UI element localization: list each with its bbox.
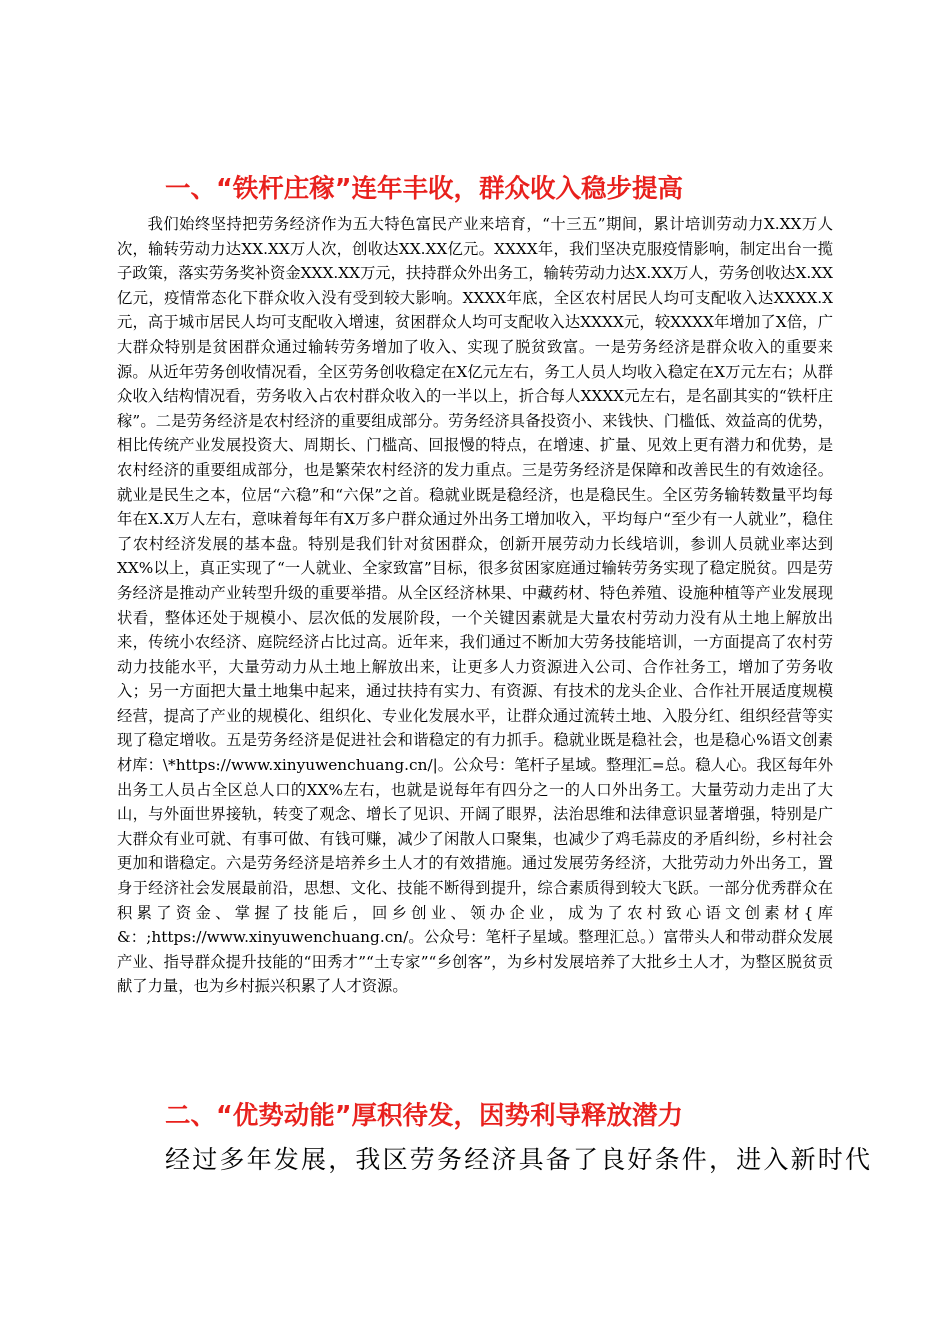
section-2-lead-paragraph: 经过多年发展，我区劳务经济具备了良好条件，进入新时代 (165, 1145, 873, 1174)
section-1-paragraph: 我们始终坚持把劳务经济作为五大特色富民产业来培育，“十三五”期间，累计培训劳动力X.XX万人次，输转劳动力达XX.XX万人次，创收达XX.XX亿元。XXXX年，我们坚决克服疫情影响，制定出台一揽子政策，落实劳务奖补资金XXX.XX万元，扶持群众外出务工，输转劳动力达X.XX万人，劳务创收达X.XX亿元，疫情常态化下群众收入没有受到较大影响。XXXX年底，全区农村居民人均可支配收入达XXXX.X元，高于城市居民人均可支配收入增速，贫困群众人均可支配收入达XXXX元，较XXXX年增加了X倍，广大群众特别是贫困群众通过输转劳务增加了收入、实现了脱贫致富。一是劳务经济是群众收入的重要来源。从近年劳务创收情况看，全区劳务创收稳定在X亿元左右，务工人员人均收入稳定在X万元左右；从群众收入结构情况看，劳务收入占农村群众收入的一半以上，折合每人XXXX元左右，是名副其实的“铁杆庄稼”。二是劳务经济是农村经济的重要组成部分。劳务经济具备投资小、来钱快、门槛低、效益高的优势，相比传统产业发展投资大、周期长、门槛高、回报慢的特点，在增速、扩量、见效上更有潜力和优势，是农村经济的重要组成部分，也是繁荣农村经济的发力重点。三是劳务经济是保障和改善民生的有效途径。就业是民生之本，位居“六稳”和“六保”之首。稳就业既是稳经济，也是稳民生。全区劳务输转数量平均每年在X.X万人左右，意味着每年有X万多户群众通过外出务工增加收入，平均每户“至少有一人就业”，稳住了农村经济发展的基本盘。特别是我们针对贫困群众，创新开展劳动力长线培训，参训人员就业率达到XX%以上，真正实现了“一人就业、全家致富”目标，很多贫困家庭通过输转劳务实现了稳定脱贫。四是劳务经济是推动产业转型升级的重要举措。从全区经济林果、中藏药材、特色养殖、设施种植等产业发展现状看，整体还处于规模小、层次低的发展阶段，一个关键因素就是大量农村劳动力没有从土地上解放出来，传统小农经济、庭院经济占比过高。近年来，我们通过不断加大劳务技能培训，一方面提高了农村劳动力技能水平，大量劳动力从土地上解放出来，让更多人力资源进入公司、合作社务工，增加了劳务收入；另一方面把大量土地集中起来，通过扶持有实力、有资源、有技术的龙头企业、合作社开展适度规模经营，提高了产业的规模化、组织化、专业化发展水平，让群众通过流转土地、入股分红、组织经营等实现了稳定增收。五是劳务经济是促进社会和谐稳定的有力抓手。稳就业既是稳社会，也是稳心%语文创素材库：\*https://www.xinyuwenchuang.cn/|。公众号：笔杆子星域。整理汇=总。稳人心。我区每年外出务工人员占全区总人口的XX%左右，也就是说每年有四分之一的人口外出务工。大量劳动力走出了大山，与外面世界接轨，转变了观念、增长了见识、开阔了眼界，法治思维和法律意识显著增强，特别是广大群众有业可就、有事可做、有钱可赚，减少了闲散人口聚集，也减少了鸡毛蒜皮的矛盾纠纷，乡村社会更加和谐稳定。六是劳务经济是培养乡土人才的有效措施。通过发展劳务经济，大批劳动力外出务工，置身于经济社会发展最前沿，思想、文化、技能不断得到提升，综合素质得到较大飞跃。一部分优秀群众在积累了资金、掌握了技能后，回乡创业、领办企业，成为了农村致心语文创素材{库&：;https://www.xinyuwenchuang.cn/。公众号：笔杆子星域。整理汇总。）富带头人和带动群众发展产业、指导群众提升技能的“田秀才”“土专家”“乡创客”，为乡村发展培养了大批乡土人才，为整区脱贫贡献了力量，也为乡村振兴积累了人才资源。 (117, 215, 833, 996)
section-heading-1: 一、“铁杆庄稼”连年丰收，群众收入稳步提高 (165, 174, 684, 204)
section-heading-2: 二、“优势动能”厚积待发，因势利导释放潜力 (165, 1101, 684, 1131)
